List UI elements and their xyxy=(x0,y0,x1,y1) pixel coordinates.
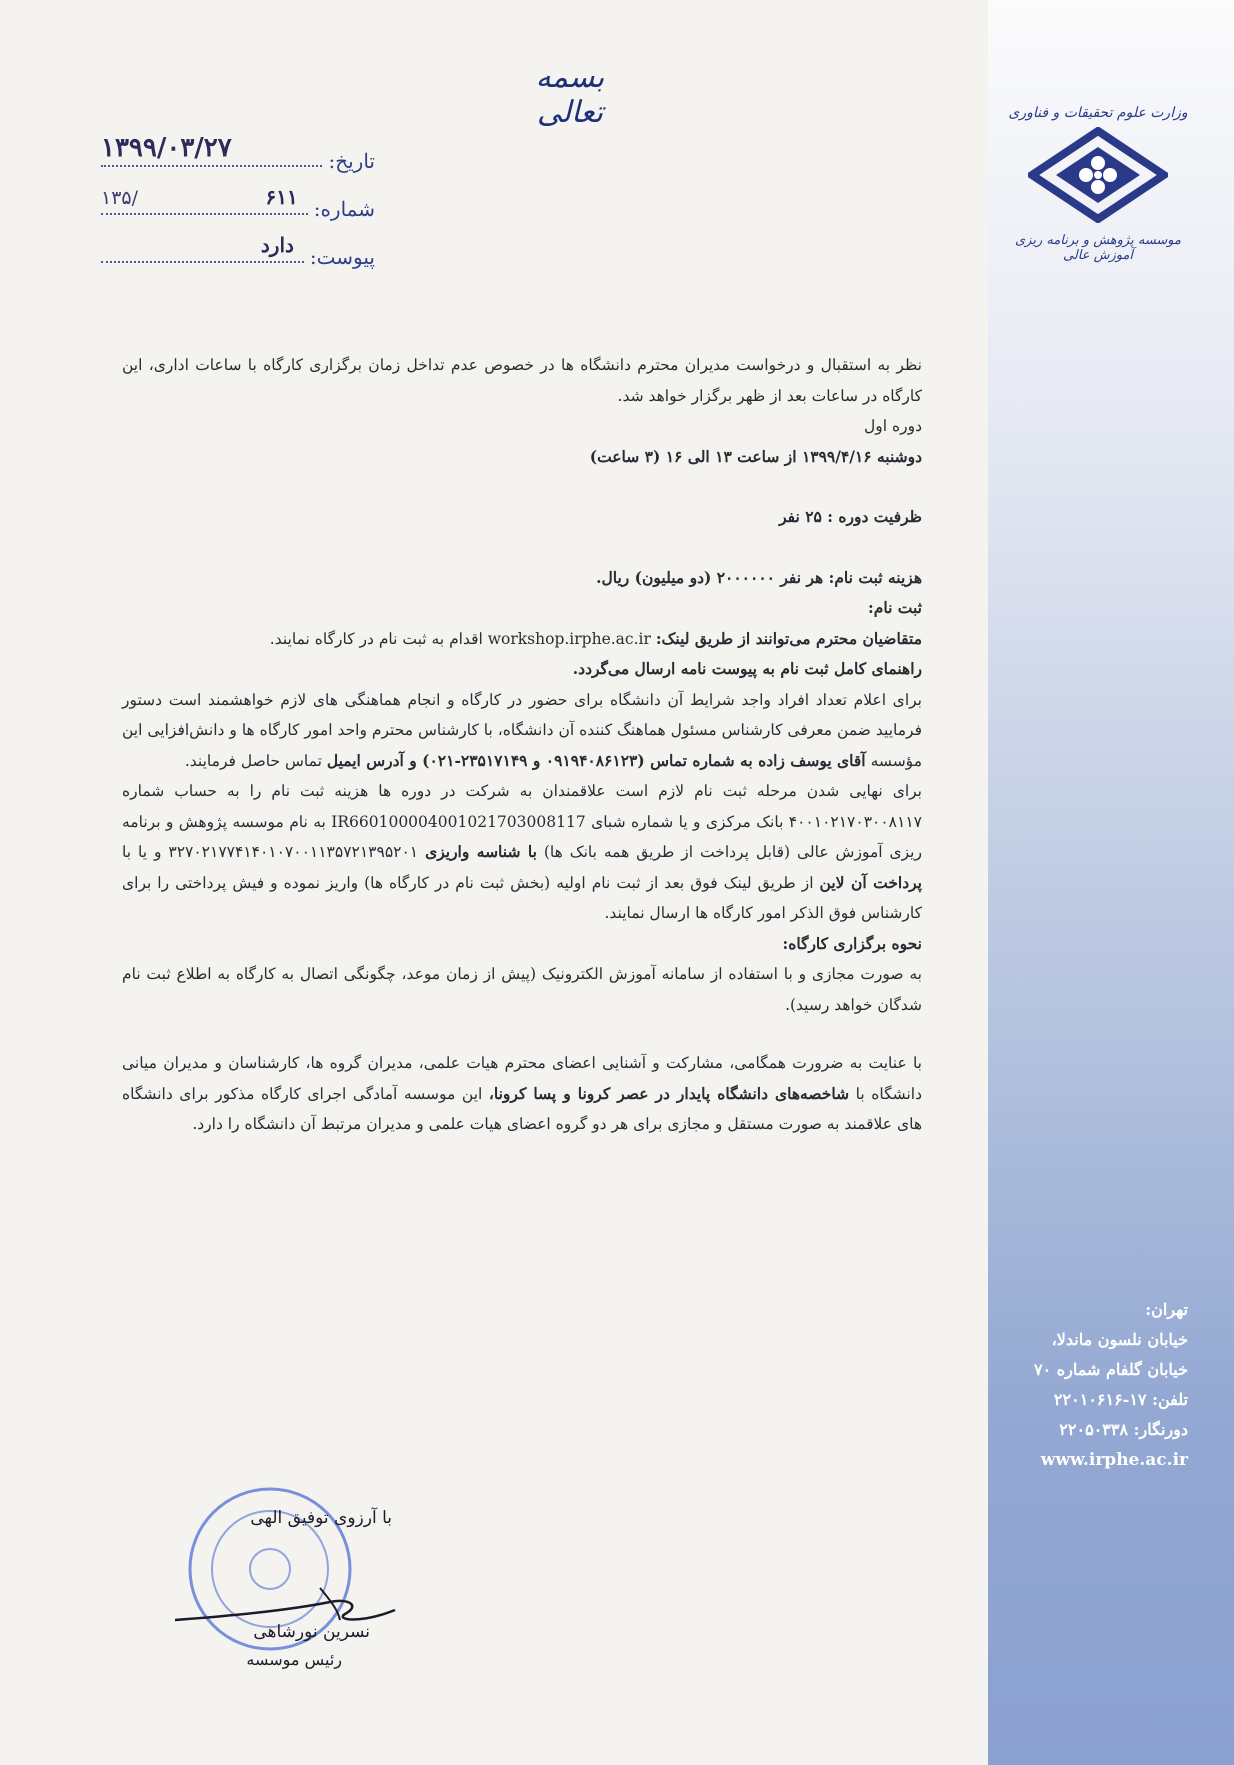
address-street2: خیابان گلفام شماره ۷۰ xyxy=(1034,1360,1188,1379)
closing-salutation: با آرزوی توفیق الهی xyxy=(250,1508,392,1528)
institute-name: موسسه پژوهش و برنامه ریزی آموزش عالی xyxy=(1015,233,1181,263)
method-paragraph: به صورت مجازی و با استفاده از سامانه آموزش الکترونیک (پیش از زمان موعد، چگونگی اتصال به کارگاه به اطلاع ثبت نام شدگان خواهد رسید). xyxy=(122,965,922,1014)
letterhead-sidebar xyxy=(988,0,1234,1765)
date-label: تاریخ: xyxy=(328,149,375,173)
registration-guide: راهنمای کامل ثبت نام به پیوست نامه ارسال می‌گردد. xyxy=(572,659,922,678)
registration-heading: ثبت نام: xyxy=(868,598,922,617)
institute-logo-icon xyxy=(1028,127,1168,223)
term-line: دوره اول xyxy=(864,417,922,435)
letterhead-logo-block xyxy=(1008,105,1188,263)
payment-paragraph: برای نهایی شدن مرحله ثبت نام لازم است علاقمندان به شرکت در دوره ها هزینه ثبت نام را به حساب شماره ۴۰۰۱۰۲۱۷۰۳۰۰۸۱۱۷ بانک مرکزی و یا شماره شبای IR660100004001021703008117 به نام موسسه پژوهش و برنامه ریزی آموزش عالی (قابل پرداخت از طریق همه بانک ها) با شناسه واریزی ۳۲۷۰۲۱۷۷۴۱۴۰۱۰۷۰۰۱۱۳۵۷۲۱۳۹۵۲۰۱ و یا با پرداخت آن لاین از طریق لینک فوق بعد از ثبت نام اولیه (بخش ثبت نام در کارگاه ها) واریز نموده و فیش پرداختی را برای کارشناس فوق الذکر امور کارگاه ها ارسال نمایند. xyxy=(122,782,922,922)
address-phone: تلفن: ۱۷-۲۲۰۱۰۶۱۶ xyxy=(1053,1390,1188,1409)
signer-title: رئیس موسسه xyxy=(246,1650,342,1669)
coordination-paragraph: برای اعلام تعداد افراد واجد شرایط آن دانشگاه برای حضور در کارگاه و انجام هماهنگی های لازم خواهشمند است دستور فرمایید ضمن معرفی کارشناس مسئول هماهنگ کننده آن دانشگاه، با کارشناس محترم واحد امور کارگاه ها و دانش‌افزایی این مؤسسه آقای یوسف زاده به شماره تماس (۰۹۱۹۴۰۸۶۱۲۳ و ۲۳۵۱۷۱۴۹-۰۲۱) و آدرس ایمیل تماس حاصل فرمایند. xyxy=(122,690,922,770)
date-row xyxy=(95,125,375,173)
letter-meta xyxy=(95,125,375,269)
attachment-label: پیوست: xyxy=(309,245,375,269)
capacity-line: ظرفیت دوره : ۲۵ نفر xyxy=(779,507,922,526)
letter-body xyxy=(122,350,922,1140)
ministry-name: وزارت علوم تحقیقات و فناوری xyxy=(1008,105,1188,121)
registration-line: متقاضیان محترم می‌توانند از طریق لینک: workshop.irphe.ac.ir اقدام به ثبت نام در کارگاه نمایند. xyxy=(269,628,922,648)
signature-block xyxy=(150,1490,410,1690)
fee-line: هزینه ثبت نام: هر نفر ۲۰۰۰۰۰۰ (دو میلیون) ریال. xyxy=(596,567,922,587)
closing-paragraph: با عنایت به ضرورت همگامی، مشارکت و آشنایی اعضای محترم هیات علمی، مدیران گروه ها، کارشناسان و مدیران میانی دانشگاه با شاخصه‌های دانشگاه پایدار در عصر کرونا و پسا کرونا، این موسسه آمادگی اجرای کارگاه مذکور برای دانشگاه های علاقمند به صورت مستقل و مجازی برای هر دو گروه اعضای هیات علمی و مدیران مرتبط آن دانشگاه را دارد. xyxy=(122,1054,922,1133)
address-city: تهران: xyxy=(1145,1300,1188,1319)
method-heading: نحوه برگزاری کارگاه: xyxy=(782,933,922,953)
payment-id: ۳۲۷۰۲۱۷۷۴۱۴۰۱۰۷۰۰۱۱۳۵۷۲۱۳۹۵۲۰۱ xyxy=(168,843,419,861)
website-link[interactable]: www.irphe.ac.ir xyxy=(1040,1450,1188,1470)
number-row xyxy=(95,173,375,221)
date-value: ۱۳۹۹/۰۳/۲۷ xyxy=(101,133,232,163)
signer-name: نسرین نورشاهی xyxy=(253,1622,370,1642)
iban-value: IR660100004001021703008117 xyxy=(331,812,586,831)
contact-address xyxy=(988,1295,1188,1475)
basmala-heading: بسمه تعالی xyxy=(535,60,605,130)
number-value: ۶۱۱ xyxy=(265,185,298,209)
number-label: شماره: xyxy=(313,197,375,221)
registration-link[interactable]: workshop.irphe.ac.ir xyxy=(487,629,651,648)
attachment-row xyxy=(95,221,375,269)
address-fax: دورنگار: ۲۲۰۵۰۳۳۸ xyxy=(1059,1420,1188,1439)
address-street1: خیابان نلسون ماندلا، xyxy=(1051,1330,1188,1349)
intro-paragraph: نظر به استقبال و درخواست مدیران محترم دانشگاه ها در خصوص عدم تداخل زمان برگزاری کارگاه با ساعات اداری، این کارگاه در ساعات بعد از ظهر برگزار خواهد شد. xyxy=(122,356,923,405)
number-prefix: ۱۳۵/ xyxy=(101,187,139,209)
schedule-line: دوشنبه ۱۳۹۹/۴/۱۶ از ساعت ۱۳ الی ۱۶ (۳ ساعت) xyxy=(589,446,922,466)
attachment-value: دارد xyxy=(260,233,294,257)
